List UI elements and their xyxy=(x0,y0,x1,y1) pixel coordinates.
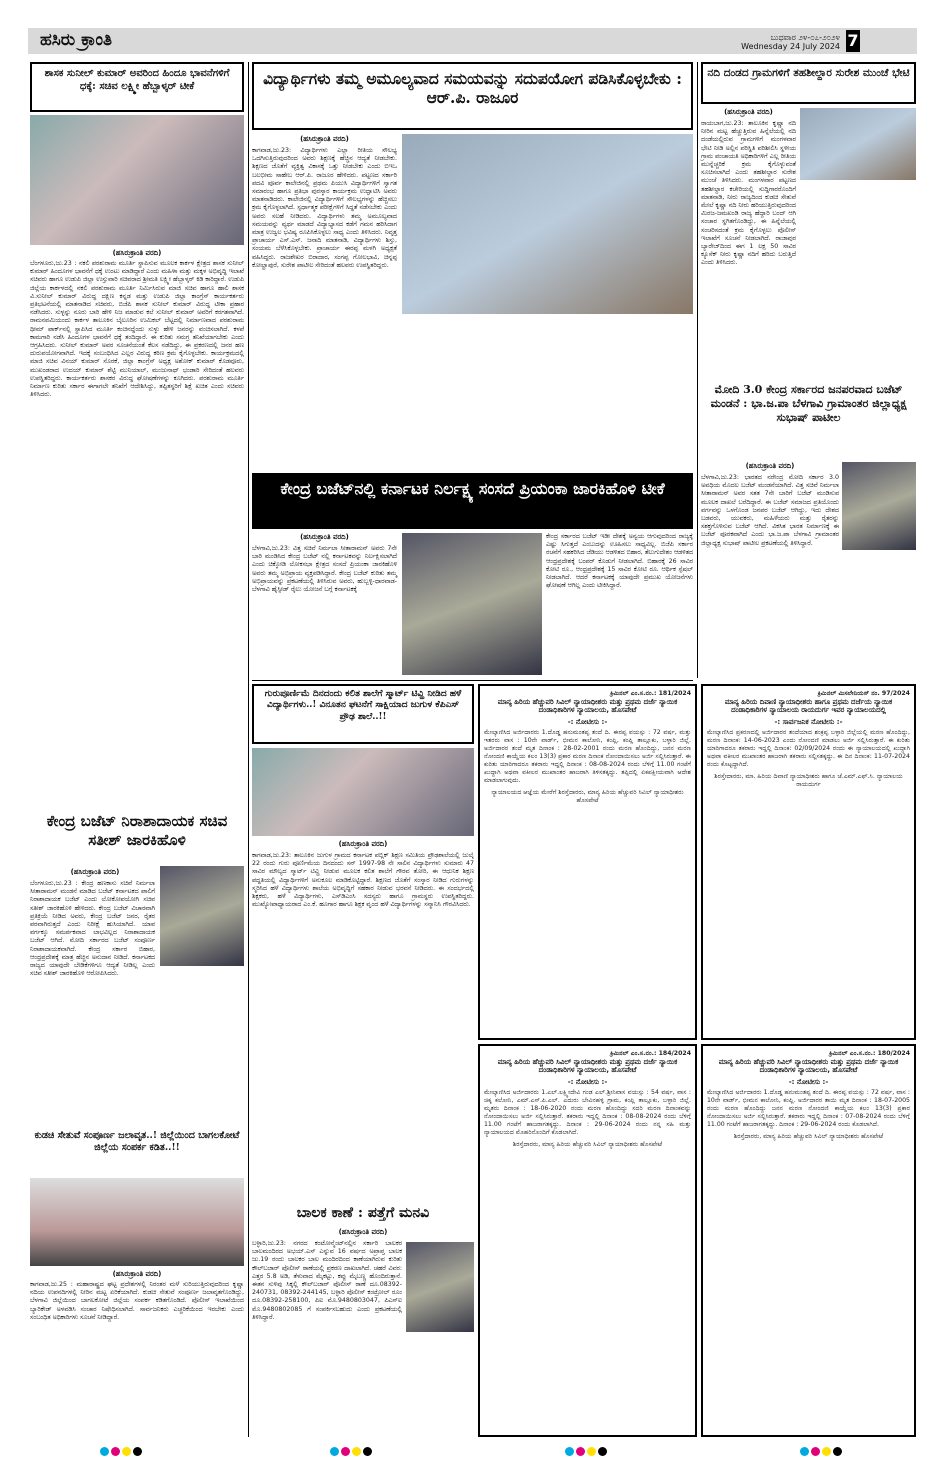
column-divider xyxy=(697,62,698,678)
dateline xyxy=(740,33,840,51)
notice-body: ಮೇಲ್ಕಾಣಿಸಿದ ಅರ್ಜಿದಾರರು 1.ದೊಡ್ಡ ಹನುಮಂತಪ್ಪ ತಂದೆ ದಿ. ಈರಪ್ಪ ವಯಸ್ಸು : 72 ವರ್ಷ, ವಾಸ : 10ನೇ ವಾರ್ಡ್, ಭೀಮನ ಕಾಲೋನಿ, ಕಂಪ್ಲಿ. ಅರ್ಜಿದಾರರ ತಾಯಿ ಮೃತ ದಿನಾಂಕ : 18-07-2005 ರಂದು ಮರಣ ಹೊಂದಿದ್ದು ಜನನ ಮರಣ ನೋಂದಣಿ ಕಾಯ್ದೆಯ ಕಲಂ 13(3) ಪ್ರಕಾರ ನೋಂದಾಯಿಸಲು ಅರ್ಜಿ ಸಲ್ಲಿಸಿರುತ್ತಾರೆ. ತಕರಾರು ಇದ್ದಲ್ಲಿ ದಿನಾಂಕ : 07-08-2024 ರಂದು ಬೆಳಿಗ್ಗೆ 11.00 ಗಂಟೆಗೆ ಹಾಜರಾಗತಕ್ಕದ್ದು. ದಿನಾಂಕ : 29-06-2024 ರಂದು ಕೊಡಲಾಗಿದೆ. xyxy=(707,1089,910,1128)
case-number: ಕ್ರಿಮಿನಲ್ ಎಂ.ಸ.ನಂ.: 180/2024 xyxy=(829,1050,910,1057)
register-dots xyxy=(800,1441,844,1460)
article-body: ಬೆಳಗಾವಿ,ಜು.23: ಭಾರತದ ನರೇಂದ್ರ ಮೋದಿ ಸರ್ಕಾರ 3.0 ಅವಧಿಯ ಮೊದಲ ಬಜೆಟ್ ಮಂಡನೆಯಾಗಿದೆ. ವಿತ್ತ ಸಚಿವೆ ನಿರ್ಮಲಾ ಸೀತಾರಾಮನ್ ಅವರ ಸತತ 7ನೇ ಬಾರಿಗೆ ಬಜೆಟ್ ಮಂಡಿಸುವ ಮೂಲಕ ದಾಖಲೆ ಬರೆದಿದ್ದಾರೆ. ಈ ಬಜೆಟ್ ಸಮಾಜದ ಪ್ರತಿಯೊಂದು ವರ್ಗವನ್ನು ಒಳಗೊಂಡ ಜನಪರ ಬಜೆಟ್ ಆಗಿದ್ದು, ಇದು ದೇಶದ ಬಡವರು, ಯುವಕರು, ಮಹಿಳೆಯರು ಮತ್ತು ರೈತರನ್ನು ಸಶಕ್ತಗೊಳಿಸುವ ಬಜೆಟ್ ಆಗಿದೆ. ವಿಕಸಿತ ಭಾರತ ನಿರ್ಮಾಣಕ್ಕೆ ಈ ಬಜೆಟ್ ಪೂರಕವಾಗಿದೆ ಎಂದು ಭಾ.ಜ.ಪಾ ಬೆಳಗಾವಿ ಗ್ರಾಮಾಂತರ ಜಿಲ್ಲಾಧ್ಯಕ್ಷ ಸುಭಾಷ್ ಪಾಟೀಲ ಪ್ರಕಟಣೆಯಲ್ಲಿ ತಿಳಿಸಿದ್ದಾರೆ. xyxy=(701,474,839,547)
notice-signature: ಶಿರಸ್ತೆದಾರರು, ಮಾನ್ಯ ಹಿರಿಯ ಹೆಚ್ಚುವರಿ ಸಿವಿಲ್ ನ್ಯಾಯಾಧೀಶರು ಹೊಸಪೇಟೆ xyxy=(733,1133,884,1140)
byline: (ಹಸಿರುಕ್ರಾಂತಿ ವರದಿ) xyxy=(112,1270,162,1278)
headline-box xyxy=(701,62,916,104)
page-number: 7 xyxy=(847,31,859,50)
portrait-photo xyxy=(160,866,244,966)
portrait-photo xyxy=(842,462,916,550)
news-photo xyxy=(800,108,916,180)
headline-block xyxy=(30,812,244,864)
magenta-dot xyxy=(111,1447,120,1456)
news-photo xyxy=(402,134,693,314)
banner-headline-box xyxy=(252,473,693,529)
headline: ಶಾಸಕ ಸುನೀಲ್ ಕುಮಾರ್ ಅವರಿಂದ ಹಿಂದೂ ಭಾವನೆಗಳಿಗೆ ಧಕ್ಕೆ: ಸಚಿವ ಲಕ್ಷ್ಮೀ ಹೆಬ್ಬಾಳ್ಕರ್ ಟೀಕೆ xyxy=(44,68,230,92)
headline-box xyxy=(252,684,474,744)
headline-block xyxy=(252,1205,474,1229)
news-photo xyxy=(252,748,474,836)
headline-box xyxy=(30,62,244,112)
notice-signature: ನ್ಯಾಯಾಲಯದ ಆಜ್ಞೆಯ ಮೇರೆಗೆ ಶಿರಸ್ತೆದಾರರು, ಮಾನ್ಯ ಹಿರಿಯ ಹೆಚ್ಚುವರಿ ಸಿವಿಲ್ ನ್ಯಾಯಾಧೀಶರು ಹೊಸಪೇಟೆ xyxy=(491,789,684,804)
article-body: ಕಾಗವಾಡ,ಜು.23: ವಿದ್ಯಾರ್ಥಿಗಳು ಎಲ್ಲಾ ರೀತಿಯ ಸೌಲಭ್ಯ ಒದಗಿಸುತ್ತಿರುವುದರಿಂದ ಅವರು ಶಿಕ್ಷಣಕ್ಕೆ ಹೆಚ್ಚಿನ ಆದ್ಯತೆ ನೀಡಬೇಕು. ಶಿಕ್ಷಣದ ಜೊತೆಗೆ ವ್ಯಕ್ತಿತ್ವ ವಿಕಾಸಕ್ಕೆ ಒತ್ತು ನೀಡಬೇಕು ಎಂದು ಬಿಇಒ ಬಲಭೀಮ ಸಾಹೇಬ ಆರ್.ಪಿ. ರಾಜೂರ ಹೇಳಿದರು. ಪಟ್ಟಣದ ಸರ್ಕಾರಿ ಪದವಿ ಪೂರ್ವ ಕಾಲೇಜಿನಲ್ಲಿ ಪ್ರಥಮ ಪಿಯುಸಿ ವಿದ್ಯಾರ್ಥಿಗಳಿಗೆ ಸ್ವಾಗತ ಸಮಾರಂಭ ಹಾಗೂ ಪ್ರತಿಭಾ ಪುರಸ್ಕಾರ ಕಾರ್ಯಕ್ರಮ ಉದ್ಘಾಟಿಸಿ ಅವರು ಮಾತನಾಡಿದರು. ಕಾಲೇಜಿನಲ್ಲಿ ವಿದ್ಯಾರ್ಥಿಗಳಿಗೆ ಸೌಲಭ್ಯಗಳನ್ನು ಹೆಚ್ಚಿಸಲು ಕ್ರಮ ಕೈಗೊಳ್ಳಲಾಗಿದೆ. ಸ್ಪರ್ಧಾತ್ಮಕ ಪರೀಕ್ಷೆಗಳಿಗೆ ಸಿದ್ಧತೆ ನಡೆಸಬೇಕು ಎಂದು ಅವರು ಸಲಹೆ ನೀಡಿದರು. ವಿದ್ಯಾರ್ಥಿಗಳು ತಮ್ಮ ಅಮೂಲ್ಯವಾದ ಸಮಯವನ್ನು ವ್ಯರ್ಥ ಮಾಡದೆ ವಿದ್ಯಾಭ್ಯಾಸದ ಕಡೆಗೆ ಗಮನ ಹರಿಸಿದಾಗ ಮಾತ್ರ ಉಜ್ವಲ ಭವಿಷ್ಯ ರೂಪಿಸಿಕೊಳ್ಳಲು ಸಾಧ್ಯ ಎಂದು ತಿಳಿಸಿದರು. ನಿವೃತ್ತ ಪ್ರಾಚಾರ್ಯ ಎಸ್.ಎಸ್. ಜನಾದಿ ಮಾತನಾಡಿ, ವಿದ್ಯಾರ್ಥಿಗಳು ಶಿಸ್ತು, ಸಂಯಮ ಬೆಳೆಸಿಕೊಳ್ಳಬೇಕು. ಪ್ರಾಚಾರ್ಯ ಈರಪ್ಪ ಮಳಗಿ ಅಧ್ಯಕ್ಷತೆ ವಹಿಸಿದ್ದರು. ರಾಜಶೇಖರ ಬಿರಾದಾರ, ಸಂಗಪ್ಪ ಗೋಲಭಾವಿ, ಚಿನ್ನಪ್ಪ ಕೋಲ್ಹಾಪುರೆ, ಸುರೇಶ ಪಾಟೀಲ ಸೇರಿದಂತೆ ಹಲವರು ಉಪಸ್ಥಿತರಿದ್ದರು. xyxy=(252,147,397,269)
headline: ಮೋದಿ 3.0 ಕೇಂದ್ರ ಸರ್ಕಾರದ ಜನಪರವಾದ ಬಜೆಟ್ ಮಂಡನೆ : ಭಾ.ಜ.ಪಾ ಬೆಳಗಾವಿ ಗ್ರಾಮಾಂತರ ಜಿಲ್ಲಾಧ್ಯಕ್ಷ ಸುಭಾಷ್ ಪಾಟೀಲ xyxy=(710,383,907,424)
case-number: ಕ್ರಿಮಿನಲ್ ಎಂ.ಸ.ನಂ.: 184/2024 xyxy=(610,1050,691,1057)
notice-body: ಮೇಲ್ಕಾಣಿಸಿದ ಅರ್ಜಿದಾರರು 1.ದೊಡ್ಡ ಹನುಮಂತಪ್ಪ ತಂದೆ ದಿ. ಈರಪ್ಪ ವಯಸ್ಸು : 72 ವರ್ಷ, ಮತ್ತು ಇತರರು ವಾಸ : 10ನೇ ವಾರ್ಡ್, ಭೀಮನ ಕಾಲೋನಿ, ಕಂಪ್ಲಿ, ಕಂಪ್ಲಿ ತಾಲ್ಲೂಕು, ಬಳ್ಳಾರಿ ಜಿಲ್ಲೆ. ಅರ್ಜಿದಾರರ ತಂದೆ ಮೃತ ದಿನಾಂಕ : 28-02-2001 ರಂದು ಮರಣ ಹೊಂದಿದ್ದು, ಜನನ ಮರಣ ನೋಂದಣಿ ಕಾಯ್ದೆಯ ಕಲಂ 13(3) ಪ್ರಕಾರ ಮರಣ ದಿನಾಂಕ ನೋಂದಾಯಿಸಲು ಅರ್ಜಿ ಸಲ್ಲಿಸಿರುತ್ತಾರೆ. ಈ ಕುರಿತು ಯಾರಿಗಾದರೂ ತಕರಾರು ಇದ್ದಲ್ಲಿ ದಿನಾಂಕ : 08-08-2024 ರಂದು ಬೆಳಿಗ್ಗೆ 11.00 ಗಂಟೆಗೆ ಖುದ್ದಾಗಿ ಅಥವಾ ವಕೀಲರ ಮುಖಾಂತರ ಹಾಜರಾಗಿ ತಿಳಿಸತಕ್ಕದ್ದು. ತಪ್ಪಿದಲ್ಲಿ ಏಕಪಕ್ಷೀಯವಾಗಿ ಆದೇಶ ಮಾಡಲಾಗುವುದು. xyxy=(484,729,691,784)
date-english: Wednesday 24 July 2024 xyxy=(741,42,840,51)
notice-title: -: ನೋಟೀಸು :- xyxy=(788,1078,829,1086)
lead-headline: ವಿದ್ಯಾರ್ಥಿಗಳು ತಮ್ಮ ಅಮೂಲ್ಯವಾದ ಸಮಯವನ್ನು ಸದುಪಯೋಗ ಪಡಿಸಿಕೊಳ್ಳಬೇಕು : ಆರ್.ಪಿ. ರಾಜೂರ xyxy=(263,69,682,108)
article-body: ಬೆಂಗಳೂರು,ಜು.23 : ನಕಲಿ ಪರಶುರಾಮ ಮೂರ್ತಿ ಸ್ಥಾಪಿಸುವ ಮೂಲಕ ಕಾರ್ಕಳ ಕ್ಷೇತ್ರದ ಶಾಸಕ ಸುನೀಲ್ ಕುಮಾರ್ ಹಿಂದೂಗಳ ಭಾವನೆಗೆ ಧಕ್ಕೆ ಉಂಟು ಮಾಡಿದ್ದಾರೆ ಎಂದು ಮಹಿಳಾ ಮತ್ತು ಮಕ್ಕಳ ಅಭಿವೃದ್ಧಿ ಇಲಾಖೆ ಸಚಿವರು ಹಾಗೂ ಉಡುಪಿ ಜಿಲ್ಲಾ ಉಸ್ತುವಾರಿ ಸಚಿವರಾದ ಶ್ರೀಮತಿ ಲಕ್ಷ್ಮೀ ಹೆಬ್ಬಾಳ್ಕರ್ ಕಿಡಿ ಕಾರಿದ್ದಾರೆ. ಉಡುಪಿ ಜಿಲ್ಲೆಯ ಕಾರ್ಕಳದಲ್ಲಿ ನಕಲಿ ಪರಶುರಾಮ ಮೂರ್ತಿ ನಿರ್ಮಿಸಿರುವ ಮಾಜಿ ಸಚಿವ ಹಾಗೂ ಹಾಲಿ ಶಾಸಕ ವಿ.ಸುನೀಲ್ ಕುಮಾರ್ ವಿರುದ್ಧ ದಕ್ಷಿಣ ಕನ್ನಡ ಮತ್ತು ಉಡುಪಿ ಜಿಲ್ಲಾ ಕಾಂಗ್ರೆಸ್ ಕಾರ್ಯಕರ್ತರು ಪ್ರತಿಭಟನೆಯಲ್ಲಿ ಮಾತನಾಡಿದ ಸಚಿವರು, ಬಿಜೆಪಿ ಶಾಸಕ ಸುನೀಲ್ ಕುಮಾರ್ ವಿರುದ್ಧ ಟೀಕಾ ಪ್ರಹಾರ ನಡೆಸಿದರು. ಸುಳ್ಳನ್ನು ನೂರು ಬಾರಿ ಹೇಳಿ ನಿಜ ಮಾಡುವ ಕಲೆ ಸುನೀಲ್ ಕುಮಾರ್ ಅವರಿಗೆ ಕರಗತವಾಗಿದೆ. ರಾಮನವಮಿಯಂದು ಕಾರ್ಕಳ ತಾಲೂಕಿನ ಬೈಲೂರಿನ ಉಮಿಕಲ್ ಬೆಟ್ಟದಲ್ಲಿ ನಿರ್ಮಾಣವಾದ ಪರಶುರಾಮ ಥೀಮ್ ಪಾರ್ಕ್‌ನಲ್ಲಿ ಸ್ಥಾಪಿಸಿದ ಮೂರ್ತಿ ಕಂಚಿನದ್ದೆಂದು ಸುಳ್ಳು ಹೇಳಿ ಜನರನ್ನು ವಂಚಿಸಲಾಗಿದೆ. ಕಳಪೆ ಕಾಮಗಾರಿ ನಡೆಸಿ ಹಿಂದೂಗಳ ಭಾವನೆಗೆ ಧಕ್ಕೆ ತಂದಿದ್ದಾರೆ. ಈ ಕುರಿತು ಸಮಗ್ರ ತನಿಖೆಯಾಗಬೇಕು ಎಂದು ಆಗ್ರಹಿಸಿದರು. ಸುನೀಲ್ ಕುಮಾರ್ ಅವರ ಸೂಚನೆಯಂತೆ ಕೆಲಸ ನಡೆದಿದ್ದು, ಈ ಪ್ರಕರಣದಲ್ಲಿ ಜನರ ಹಣ ದುರುಪಯೋಗವಾಗಿದೆ. ಇದಕ್ಕೆ ಸಂಬಂಧಿಸಿದ ಎಲ್ಲರ ವಿರುದ್ಧ ಕಠಿಣ ಕ್ರಮ ಕೈಗೊಳ್ಳಬೇಕು. ಕಾರ್ಯಕ್ರಮದಲ್ಲಿ ಮಾಜಿ ಸಚಿವ ವಿನಯ್ ಕುಮಾರ್ ಸೊರಕೆ, ಜಿಲ್ಲಾ ಕಾಂಗ್ರೆಸ್ ಅಧ್ಯಕ್ಷ ಅಶೋಕ್ ಕುಮಾರ್ ಕೊಡವೂರು, ಮುಖಂಡರಾದ ಉದಯ್ ಕುಮಾರ್ ಶೆಟ್ಟಿ ಮುನಿಯಾಲ್, ಮಂಜುನಾಥ್ ಭಂಡಾರಿ ಸೇರಿದಂತೆ ಹಲವರು ಉಪಸ್ಥಿತರಿದ್ದರು. ಕಾರ್ಯಕರ್ತರು ಶಾಸಕರ ವಿರುದ್ಧ ಘೋಷಣೆಗಳನ್ನು ಕೂಗಿದರು. ಪರಶುರಾಮ ಮೂರ್ತಿ ನಿರ್ಮಾಣ ಕುರಿತು ಸರ್ಕಾರ ಈಗಾಗಲೇ ತನಿಖೆಗೆ ಆದೇಶಿಸಿದ್ದು, ತಪ್ಪಿತಸ್ಥರಿಗೆ ಶಿಕ್ಷೆ ಖಚಿತ ಎಂದು ಸಚಿವರು ತಿಳಿಸಿದರು. xyxy=(30,260,244,399)
byline: (ಹಸಿರುಕ್ರಾಂತಿ ವರದಿ) xyxy=(300,533,349,541)
headline-block xyxy=(30,1130,244,1174)
register-dots xyxy=(565,1441,609,1460)
banner-headline: ಕೇಂದ್ರ ಬಜೆಟ್‌ನಲ್ಲಿ ಕರ್ನಾಟಕ ನಿರ್ಲಕ್ಷ್ಯ ಸಂಸದೆ ಪ್ರಿಯಂಕಾ ಜಾರಕಿಹೊಳಿ ಟೀಕೆ xyxy=(280,479,665,498)
register-dots xyxy=(330,1441,374,1460)
notice-signature: ಶಿರಸ್ತೇದಾರರು, ಮಾ. ಹಿರಿಯ ದಿವಾಣಿ ನ್ಯಾಯಾಧೀಶರು ಹಾಗೂ ಜೆ.ಎಮ್.ಎಫ್.ಸಿ. ನ್ಯಾಯಾಲಯ ರಾಯದುರ್ಗ xyxy=(714,773,903,788)
headline-block xyxy=(701,383,916,459)
legal-notice xyxy=(478,684,697,1040)
headline: ಬಾಲಕ ಕಾಣೆ : ಪತ್ತೆಗೆ ಮನವಿ xyxy=(296,1205,430,1221)
byline: (ಹಸಿರುಕ್ರಾಂತಿ ವರದಿ) xyxy=(112,249,162,257)
byline: (ಹಸಿರುಕ್ರಾಂತಿ ವರದಿ) xyxy=(338,1228,388,1236)
register-dots xyxy=(100,1441,144,1460)
court-name: ಮಾನ್ಯ ಹಿರಿಯ ಹೆಚ್ಚುವರಿ ಸಿವಿಲ್ ನ್ಯಾಯಾಧೀಶರು ಮತ್ತು ಪ್ರಥಮ ದರ್ಜೆ ನ್ಯಾಯಿಕ ದಂಡಾಧಿಕಾರಿಗಳ ನ್ಯಾಯಾಲಯ, ಹೊಸಪೇಟೆ xyxy=(497,698,678,714)
black-dot xyxy=(133,1447,142,1456)
legal-notice xyxy=(701,684,916,1040)
date-kannada: ಬುಧವಾರ ೨೪-೦೭-೨೦೨೪ xyxy=(770,33,840,42)
court-name: ಮಾನ್ಯ ಹಿರಿಯ ಹೆಚ್ಚುವರಿ ಸಿವಿಲ್ ನ್ಯಾಯಾಧೀಶರು ಮತ್ತು ಪ್ರಥಮ ದರ್ಜೆ ನ್ಯಾಯಿಕ ದಂಡಾಧಿಕಾರಿಗಳ ನ್ಯಾಯಾಲಯ, ಹೊಸಪೇಟೆ xyxy=(718,1058,899,1074)
court-name: ಮಾನ್ಯ ಹಿರಿಯ ಹೆಚ್ಚುವರಿ ಸಿವಿಲ್ ನ್ಯಾಯಾಧೀಶರು ಮತ್ತು ಪ್ರಥಮ ದರ್ಜೆ ನ್ಯಾಯಿಕ ದಂಡಾಧಿಕಾರಿಗಳ ನ್ಯಾಯಾಲಯ, ಹೊಸಪೇಟೆ xyxy=(497,1058,678,1074)
headline: ನದಿ ದಂಡದ ಗ್ರಾಮಗಳಿಗೆ ತಹಶೀಲ್ದಾರ ಸುರೇಶ ಮುಂಚೆ ಭೇಟಿ xyxy=(707,67,910,79)
notice-body: ಮೇಲ್ಕಾಣಿಸಿದ ಪ್ರಕರಣದಲ್ಲಿ ಅರ್ಜಿದಾರರ ತಂದೆಯಾದ ಶಂಕ್ರಪ್ಪ ಬಳ್ಳಾರಿ ಜಿಲ್ಲೆಯಲ್ಲಿ ಮರಣ ಹೊಂದಿದ್ದು, ಮರಣ ದಿನಾಂಕ: 14-06-2023 ಎಂದು ನೋಂದಣಿ ಮಾಡಲು ಅರ್ಜಿ ಸಲ್ಲಿಸಿರುತ್ತಾರೆ. ಈ ಕುರಿತು ಯಾರಿಗಾದರೂ ತಕರಾರು ಇದ್ದಲ್ಲಿ ದಿನಾಂಕ: 02/09/2024 ರಂದು ಈ ನ್ಯಾಯಾಲಯದಲ್ಲಿ ಖುದ್ದಾಗಿ ಅಥವಾ ವಕೀಲರ ಮುಖಾಂತರ ಹಾಜರಾಗಿ ತಕರಾರು ಸಲ್ಲಿಸತಕ್ಕದ್ದು. ಈ ದಿನ ದಿನಾಂಕ: 11-07-2024 ರಂದು ಕೊಟ್ಟದ್ದಾಗಿದೆ. xyxy=(707,729,910,768)
article-body: ಕೇಂದ್ರ ಸರ್ಕಾರದ ಬಜೆಟ್ ಇಡೀ ದೇಶಕ್ಕೆ ಅನ್ವಯ ಆಗುವುದರಿಂದ ರಾಜ್ಯಕ್ಕೆ ಎಷ್ಟು ಸಿಗುತ್ತದೆ ಎಂಬುದನ್ನು ಊಹಿಸಲು ಸಾಧ್ಯವಿಲ್ಲ. ಬಿಜೆಪಿ ಸರ್ಕಾರ ರಚನೆಗೆ ಸಹಕರಿಸಿದ ಜೆಡಿಯು ಆಡಳಿತದ ಬಿಹಾರ, ತೆಲುಗುದೇಶಂ ಆಡಳಿತದ ಆಂಧ್ರಪ್ರದೇಶಕ್ಕೆ ಬಂಪರ್ ಕೊಡುಗೆ ನೀಡಲಾಗಿದೆ. ಬಿಹಾರಕ್ಕೆ 26 ಸಾವಿರ ಕೋಟಿ ರೂ., ಆಂಧ್ರಪ್ರದೇಶಕ್ಕೆ 15 ಸಾವಿರ ಕೋಟಿ ರೂ. ಆರ್ಥಿಕ ಸ್ಪೆಷಲ್ ನೀಡಲಾಗಿದೆ. ಆದರೆ ಕರ್ನಾಟಕಕ್ಕೆ ಯಾವುದೇ ಪ್ರಮುಖ ಯೋಜನೆಗಳು ಘೋಷಣೆ ಆಗಿಲ್ಲ ಎಂದು ಟೀಕಿಸಿದ್ದಾರೆ. xyxy=(546,533,693,590)
headline: ಕೇಂದ್ರ ಬಜೆಟ್ ನಿರಾಶಾದಾಯಕ ಸಚಿವ ಸತೀಶ್ ಜಾರಕಿಹೊಳಿ xyxy=(46,812,228,849)
article-body: ಬಳ್ಳಾರಿ,ಜು.23: ನಗರದ ಕಂಟೋನ್ಮೆಂಟ್‌ನಲ್ಲಿನ ಸರ್ಕಾರಿ ಬಾಲಕರ ಬಾಲಮಂದಿರದ ಅಭಯ್.ಎಸ್ ಎನ್ನುವ 16 ವರ್ಷದ ಅಪ್ರಾಪ್ತ ಬಾಲಕ ಜು.19 ರಂದು ಬಾಲಕರ ಬಾಲ ಮಂದಿರದಿಂದ ಕಾಣೆಯಾಗಿರುವ ಕುರಿತು ಕೌಲ್‌ಬಜಾರ್ ಪೊಲೀಸ್ ಠಾಣೆಯಲ್ಲಿ ಪ್ರಕರಣ ದಾಖಲಾಗಿದೆ. ಚಹರೆ ವಿವರ: ಎತ್ತರ 5.8 ಅಡಿ, ತೆಳುವಾದ ಮೈಕಟ್ಟು, ಕಪ್ಪು ಮೈಬಣ್ಣ ಹೊಂದಿರುತ್ತಾನೆ. ಈತನ ಸುಳಿವು ಸಿಕ್ಕಲ್ಲಿ ಕೌಲ್‌ಬಜಾರ್ ಪೊಲೀಸ್ ಠಾಣೆ ದೂ.08392-240731, 08392-244145, ಬಳ್ಳಾರಿ ಪೊಲೀಸ್ ಕಂಟ್ರೋಲ್ ರೂಂ ದೂ.08392-258100, ಪಿಐ ಮೊ.9480803047, ಪಿಎಸ್‌ಐ ಮೊ.9480802085 ಗೆ ಸಂಪರ್ಕಿಸಬಹುದು ಎಂದು ಪ್ರಕಟಣೆಯಲ್ಲಿ ತಿಳಿಸಿದ್ದಾರೆ. xyxy=(252,1240,402,1321)
byline: (ಹಸಿರುಕ್ರಾಂತಿ ವರದಿ) xyxy=(724,108,773,116)
case-number: ಕ್ರಿಮಿನಲ್ ಎಂ.ಸ.ನಂ.: 181/2024 xyxy=(610,690,691,697)
portrait-photo xyxy=(402,533,542,675)
lead-headline-box xyxy=(252,62,693,130)
headline: ಕುಡಚಿ ಸೇತುವೆ ಸಂಪೂರ್ಣ ಜಲಾವೃತ..! ಜಿಲ್ಲೆಯಿಂದ ಬಾಗಲಕೋಟೆ ಜಿಲ್ಲೆಯ ಸಂಪರ್ಕ ಕಡಿತ..!! xyxy=(34,1130,240,1153)
headline: ಗುರುಪೂರ್ಣಿಮೆ ದಿನದಂದು ಕಲಿತ ಶಾಲೆಗೆ ಸ್ಮಾರ್ಟ್ ಟಿವ್ಹಿ ನೀಡಿದ ಹಳೆ ವಿದ್ಯಾರ್ಥಿಗಳು..! ವಿನೂತನ ಘಟನೆಗೆ ಸಾಕ್ಷಿಯಾದ ಜುಗುಳ ಕೆಪಿಎಸ್ ಪ್ರೌಢ ಶಾಲೆ..!! xyxy=(264,689,462,722)
news-photo xyxy=(30,1178,244,1266)
notice-title: -: ನೋಟೀಸು :- xyxy=(567,1078,608,1086)
byline: (ಹಸಿರುಕ್ರಾಂತಿ ವರದಿ) xyxy=(300,135,349,143)
column-divider xyxy=(248,62,249,1437)
legal-notice xyxy=(701,1044,916,1437)
court-name: ಮಾನ್ಯ ಹಿರಿಯ ದಿವಾಣಿ ನ್ಯಾಯಾಧೀಶರು ಹಾಗೂ ಪ್ರಥಮ ದರ್ಜೆಯ ನ್ಯಾಯಿಕ ದಂಡಾಧಿಕಾರಿಗಳ ನ್ಯಾಯಾಲಯ ರಾಯದುರ್ಗ ಇವರ ನ್ಯಾಯಾಲಯದಲ್ಲಿ xyxy=(724,698,893,714)
article-body: ಕಾಗವಾಡ,ಜು.23: ತಾಲೂಕಿನ ಜುಗುಳ ಗ್ರಾಮದ ಕರ್ನಾಟಕ ಪಬ್ಲಿಕ್ ಶಿಕ್ಷಣ ಸಮಿತಿಯ ಪ್ರೌಢಶಾಲೆಯಲ್ಲಿ ಜುಲೈ 22 ರಂದು ಗುರು ಪೂರ್ಣಿಮೆಯ ದಿನದಂದು ಸನ್ 1997-98 ನೇ ಸಾಲಿನ ವಿದ್ಯಾರ್ಥಿಗಳು ಸುಮಾರು 47 ಸಾವಿರ ಮೌಲ್ಯದ ಸ್ಮಾರ್ಟ್ ಟಿವ್ಹಿ ನೀಡುವ ಮೂಲಕ ಕಲಿತ ಶಾಲೆಗೆ ಗೌರವ ತೋರಿ, ಈ ಆಧುನಿಕ ಶಿಕ್ಷಣ ಪದ್ಧತಿಯಲ್ಲಿ ವಿದ್ಯಾರ್ಥಿಗಳಿಗೆ ಅನುಕೂಲ ಮಾಡಿಕೊಟ್ಟಿದ್ದಾರೆ. ಶಿಕ್ಷಣದ ಜೊತೆಗೆ ಸಂಸ್ಕಾರ ನೀಡಿದ ಗುರುಗಳನ್ನು ಸ್ಮರಿಸಿದ ಹಳೆ ವಿದ್ಯಾರ್ಥಿಗಳು ಶಾಲೆಯ ಅಭಿವೃದ್ಧಿಗೆ ಸಹಕಾರ ನೀಡುವ ಭರವಸೆ ನೀಡಿದರು. ಈ ಸಂದರ್ಭದಲ್ಲಿ ಶಿಕ್ಷಕರು, ಹಳೆ ವಿದ್ಯಾರ್ಥಿಗಳು, ಎಸ್‌ಡಿಎಂಸಿ ಸದಸ್ಯರು ಹಾಗೂ ಗ್ರಾಮಸ್ಥರು ಉಪಸ್ಥಿತರಿದ್ದರು. ಮುಖ್ಯೋಪಾಧ್ಯಾಯರಾದ ಎಂ.ಕೆ. ಹೂಗಾರ ಹಾಗೂ ಶಿಕ್ಷಕ ವೃಂದ ಹಳೆ ವಿದ್ಯಾರ್ಥಿಗಳನ್ನು ಸನ್ಮಾನಿಸಿ ಗೌರವಿಸಿದರು. xyxy=(252,852,474,909)
portrait-photo xyxy=(406,1242,474,1332)
article-body-continued xyxy=(701,183,916,379)
byline: (ಹಸಿರುಕ್ರಾಂತಿ ವರದಿ) xyxy=(338,840,388,848)
article-body: ರಾಯಬಾಗ,ಜು.23: ತಾಲೂಕಿನ ಕೃಷ್ಣಾ ನದಿ ನೀರಿನ ಮಟ್ಟ ಹೆಚ್ಚುತ್ತಿರುವ ಹಿನ್ನೆಲೆಯಲ್ಲಿ ನದಿ ದಂಡೆಯಲ್ಲಿರುವ ಗ್ರಾಮಗಳಿಗೆ ಮಂಗಳವಾರ ಭೇಟಿ ನೀಡಿ ಅಲ್ಲಿನ ಪರಿಸ್ಥಿತಿ ಪರಿಶೀಲಿಸಿ ಸ್ಥಳೀಯ ಗ್ರಾಮ ಪಂಚಾಯತಿ ಅಧಿಕಾರಿಗಳಿಗೆ ಎಲ್ಲ ರೀತಿಯ ಮುನ್ನೆಚ್ಚರಿಕೆ ಕ್ರಮ ಕೈಗೊಳ್ಳುವಂತೆ ಸೂಚಿಸಲಾಗಿದೆ ಎಂದು ತಹಶೀಲ್ದಾರ ಸುರೇಶ ಮುಂಚೆ ತಿಳಿಸಿದರು. ಮಂಗಳವಾರ ಪಟ್ಟಣದ ತಹಶೀಲ್ದಾರ ಕಚೇರಿಯಲ್ಲಿ ಸುದ್ದಿಗಾರರೊಂದಿಗೆ ಮಾತನಾಡಿ, ನೀರು ರಾಜ್ಯದಿಂದ ಕುಡಚಿ ಸೇತುವೆ ಮೇಲೆ ಕೃಷ್ಣಾ ನದಿ ನೀರು ಹರಿಯುತ್ತಿರುವುದರಿಂದ ಮಿರಜ-ಜಮಖಂಡಿ ರಾಜ್ಯ ಹೆದ್ದಾರಿ ಬಂದ್ ಆಗಿ ಸಂಚಾರ ಸ್ಥಗಿತಗೊಂಡಿದ್ದು, ಈ ಹಿನ್ನೆಲೆಯಲ್ಲಿ ಸಂಚರಿಸದಂತೆ ಕ್ರಮ ಕೈಗೊಳ್ಳಲು ಪೊಲೀಸ್ ಇಲಾಖೆಗೆ ಸೂಚನೆ ನೀಡಲಾಗಿದೆ. ರಾಜಾಪುರ ಬ್ಯಾರೇಜ್‌ದಿಂದ ಈಗ 1 ಲಕ್ಷ 50 ಸಾವಿರ ಕ್ಯೂಸೆಕ್ ನೀರು ಕೃಷ್ಣಾ ನದಿಗೆ ಹರಿದು ಬರುತ್ತಿದೆ ಎಂದು ತಿಳಿಸಿದರು. xyxy=(701,120,796,267)
article-body-continued xyxy=(402,317,693,467)
masthead-title: ಹಸಿರು ಕ್ರಾಂತಿ xyxy=(40,30,113,50)
section-divider xyxy=(252,680,693,681)
byline: (ಹಸಿರುಕ್ರಾಂತಿ ವರದಿ) xyxy=(70,868,120,876)
legal-notice xyxy=(478,1044,697,1437)
notice-signature: ಶಿರಸ್ತೆದಾರರು, ಮಾನ್ಯ ಹಿರಿಯ ಹೆಚ್ಚುವರಿ ಸಿವಿಲ್ ನ್ಯಾಯಾಧೀಶರು ಹೊಸಪೇಟೆ xyxy=(512,1141,663,1148)
byline: (ಹಸಿರುಕ್ರಾಂತಿ ವರದಿ) xyxy=(745,462,795,470)
article-body-continued xyxy=(30,968,244,1128)
case-number: ಕ್ರಿಮಿನಲ್ ಮಿಸಲೇನಿಯಸ್ ನಂ. 97/2024 xyxy=(817,690,910,697)
notice-title: -: ನೋಟೀಸು :- xyxy=(567,718,608,726)
article-body: ಬೆಂಗಳೂರು,ಜು.23 : ಕೇಂದ್ರ ಹಣಕಾಸು ಸಚಿವೆ ನಿರ್ಮಲಾ ಸೀತಾರಾಮನ್ ಮಂಡನೆ ಮಾಡಿದ ಬಜೆಟ್ ಕರ್ನಾಟಕದ ಪಾಲಿಗೆ ನಿರಾಶಾದಾಯಕ ಬಜೆಟ್ ಎಂದು ಲೋಕೋಪಯೋಗಿ ಸಚಿವ ಸತೀಶ್ ಜಾರಕಿಹೊಳಿ ಹೇಳಿದರು. ಕೇಂದ್ರ ಬಜೆಟ್ ವಿಚಾರವಾಗಿ ಪ್ರತಿಕ್ರಿಯೆ ನೀಡಿದ ಅವರು, ಕೇಂದ್ರ ಬಜೆಟ್ ಜನರ, ರೈತರ ಪರವಾಗಿರುತ್ತದೆ ಎಂದು ನಿರೀಕ್ಷೆ ಹುಸಿಯಾಗಿದೆ. ಯಾವ ವರ್ಗಕ್ಕೂ ಸಮರ್ಪಕವಾದ ಲಾಭವಿಲ್ಲದ ನಿರಾಶಾದಾಯಕ ಬಜೆಟ್ ಆಗಿದೆ. ಮೋದಿ ಸರ್ಕಾರದ ಬಜೆಟ್ ಸಂಪೂರ್ಣ ನಿರಾಶಾದಾಯಕವಾಗಿದೆ. ಕೇಂದ್ರ ಸರ್ಕಾರ ಬಿಹಾರ, ಆಂಧ್ರಪ್ರದೇಶಕ್ಕೆ ಮಾತ್ರ ಹೆಚ್ಚಿನ ಅನುದಾನ ನೀಡಿದೆ. ಕರ್ನಾಟಕದ ರಾಜ್ಯದ ಯಾವುದೇ ಬೇಡಿಕೆಗಳಿಗೂ ಆದ್ಯತೆ ನೀಡಿಲ್ಲ ಎಂದು ಸಚಿವ ಸತೀಶ್ ಜಾರಕಿಹೊಳಿ ಆರೋಪಿಸಿದರು. xyxy=(30,880,155,978)
notice-body: ಮೇಲ್ಕಾಣಿಸಿದ ಅರ್ಜಿದಾರರು 1.ಎಲ್.ಲಕ್ಷ್ಮೀದೇವಿ ಗಂಡ ಎಲ್.ಶ್ರೀನಿವಾಸ ವಯಸ್ಸು : 54 ವರ್ಷ, ವಾಸ : ಚಿಕ್ಕ ಕಲೋನಿ, ಎಮ್.ಎಸ್.ಪಿ.ಎಲ್. ಎದುರು ಬೇವಿನಹಳ್ಳಿ ಗ್ರಾಮ, ಕಂಪ್ಲಿ ತಾಲ್ಲೂಕು, ಬಳ್ಳಾರಿ ಜಿಲ್ಲೆ. ಮೃತರು ದಿನಾಂಕ : 18-06-2020 ರಂದು ಮರಣ ಹೊಂದಿದ್ದು ಸದರಿ ಮರಣ ದಿನಾಂಕವನ್ನು ನೋಂದಾಯಿಸಲು ಅರ್ಜಿ ಸಲ್ಲಿಸಿರುತ್ತಾರೆ. ತಕರಾರು ಇದ್ದಲ್ಲಿ ದಿನಾಂಕ : 08-08-2024 ರಂದು ಬೆಳಿಗ್ಗೆ 11.00 ಗಂಟೆಗೆ ಹಾಜರಾಗತಕ್ಕದ್ದು. ದಿನಾಂಕ : 29-06-2024 ರಂದು ನನ್ನ ಸಹಿ ಮತ್ತು ನ್ಯಾಯಾಲಯದ ಮೊಹರಿನೊಂದಿಗೆ ಕೊಡಲಾಗಿದೆ. xyxy=(484,1089,691,1136)
yellow-dot xyxy=(122,1447,131,1456)
cyan-dot xyxy=(100,1447,109,1456)
article-body: ಬೆಳಗಾವಿ,ಜು.23: ವಿತ್ತ ಸಚಿವೆ ನಿರ್ಮಲಾ ಸೀತಾರಾಮನ್ ಅವರು 7ನೇ ಬಾರಿ ಮಂಡಿಸಿದ ಕೇಂದ್ರ ಬಜೆಟ್ ನಲ್ಲಿ ಕರ್ನಾಟಕವನ್ನು ನಿರ್ಲಕ್ಷಿಸಲಾಗಿದೆ ಎಂದು ಚಿಕ್ಕೋಡಿ ಲೋಕಸಭಾ ಕ್ಷೇತ್ರದ ಸಂಸದೆ ಪ್ರಿಯಂಕಾ ಜಾರಕಿಹೊಳಿ ಅವರು ತಮ್ಮ ಅಭಿಪ್ರಾಯ ವ್ಯಕ್ತಪಡಿಸಿದ್ದಾರೆ. ಕೇಂದ್ರ ಬಜೆಟ್ ಕುರಿತು ತಮ್ಮ ಅಭಿಪ್ರಾಯವನ್ನು ಪ್ರಕಟಣೆಯಲ್ಲಿ ತಿಳಿಸಿರುವ ಅವರು, ಹುಬ್ಬಳ್ಳಿ-ಧಾರವಾಡ-ಬೆಳಗಾವಿ ಹೈಸ್ಪೀಡ್ ರೈಲು ಯೋಜನೆ ಬಗ್ಗೆ ಕರ್ನಾಟಕಕ್ಕೆ xyxy=(252,545,397,594)
news-photo xyxy=(30,115,244,245)
article-body: ಕಾಗವಾಡ,ಜು.25 : ಮಹಾರಾಷ್ಟ್ರದ ಘಟ್ಟ ಪ್ರದೇಶಗಳಲ್ಲಿ ನಿರಂತರ ಮಳೆ ಸುರಿಯುತ್ತಿರುವುದರಿಂದ ಕೃಷ್ಣಾ ನದಿಯ ಉಪನದಿಗಳಲ್ಲಿ ನೀರಿನ ಮಟ್ಟ ಏರಿಕೆಯಾಗಿದೆ. ಕುಡಚಿ ಸೇತುವೆ ಸಂಪೂರ್ಣ ಜಲಾವೃತಗೊಂಡಿದ್ದು, ಬೆಳಗಾವಿ ಜಿಲ್ಲೆಯಿಂದ ಬಾಗಲಕೋಟೆ ಜಿಲ್ಲೆಯ ಸಂಪರ್ಕ ಕಡಿತಗೊಂಡಿದೆ. ಪೊಲೀಸ್ ಇಲಾಖೆಯಿಂದ ಬ್ಯಾರಿಕೇಡ್ ಅಳವಡಿಸಿ ಸಂಚಾರ ನಿಷೇಧಿಸಲಾಗಿದೆ. ಸಾರ್ವಜನಿಕರು ಎಚ್ಚರಿಕೆಯಿಂದ ಇರಬೇಕು ಎಂದು ಸಂಬಂಧಿತ ಅಧಿಕಾರಿಗಳು ಸೂಚನೆ ನೀಡಿದ್ದಾರೆ. xyxy=(30,1281,244,1321)
notice-title: -: ಸಾರ್ವಜನಿಕ ನೋಟೀಸು :- xyxy=(774,718,843,726)
